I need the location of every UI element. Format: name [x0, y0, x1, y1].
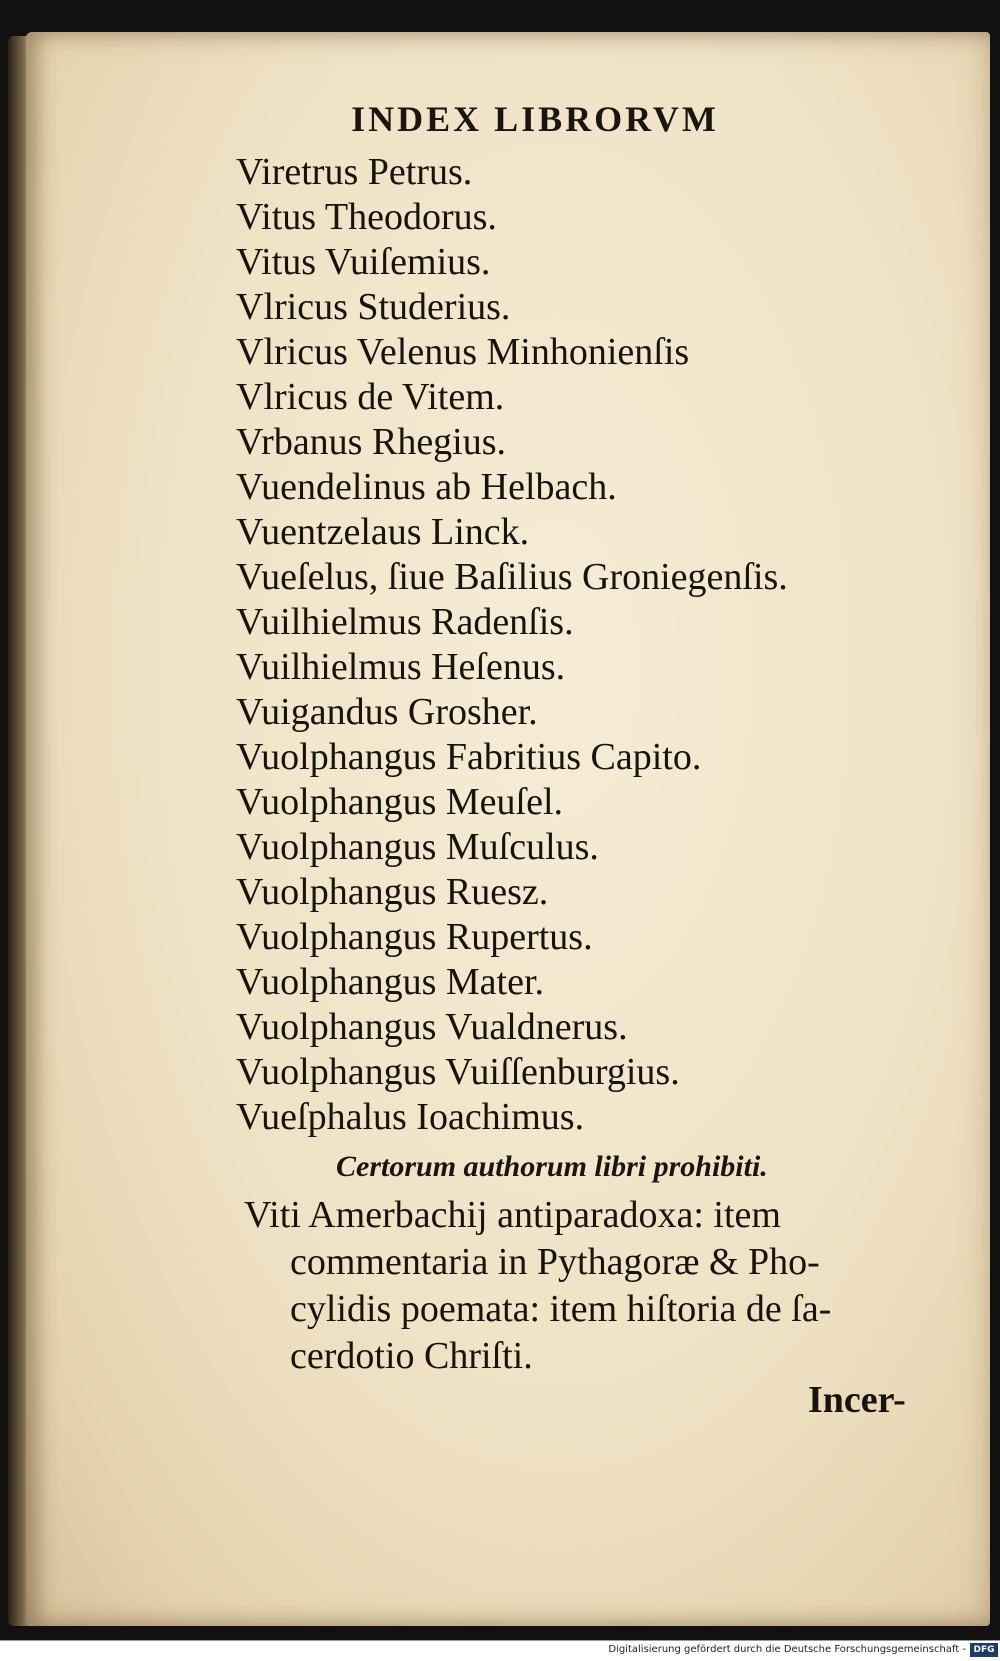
list-item: Vuentzelaus Linck.: [236, 511, 530, 553]
list-item: Vuolphangus Meuſel.: [236, 781, 564, 823]
footer-bar: [0, 1640, 1000, 1661]
book-entry: [244, 1192, 924, 1380]
list-item: Vueſelus, ſiue Baſilius Groniegenſis.: [236, 556, 788, 598]
list-item: Vitus Theodorus.: [236, 196, 497, 238]
list-item: Vuilhielmus Radenſis.: [236, 601, 574, 643]
author-name-list: [236, 150, 788, 1140]
footer-credit: Digitalisierung gefördert durch die Deutsche Forschungsgemeinschaft -: [608, 1644, 966, 1655]
list-item: Viretrus Petrus.: [236, 151, 473, 193]
list-item: Vuigandus Grosher.: [236, 691, 538, 733]
entry-line: cylidis poemata: item hiſtoria de ſa-: [290, 1288, 832, 1330]
section-subheading: Certorum authorum libri prohibiti.: [336, 1150, 768, 1183]
list-item: Vlricus Velenus Minhonienſis: [236, 331, 690, 373]
list-item: Vlricus Studerius.: [236, 286, 511, 328]
list-item: Vlricus de Vitem.: [236, 376, 505, 418]
catchword: Incer-: [808, 1379, 906, 1421]
list-item: Vuolphangus Muſculus.: [236, 826, 599, 868]
dfg-logo-icon: DFG: [970, 1643, 998, 1657]
entry-line: cerdotio Chriſti.: [290, 1335, 533, 1377]
list-item: Vuolphangus Mater.: [236, 961, 545, 1003]
list-item: Vuolphangus Vuiſſenburgius.: [236, 1051, 680, 1093]
entry-line: Viti Amerbachij antiparadoxa: item: [244, 1194, 781, 1236]
list-item: Vuolphangus Rupertus.: [236, 916, 593, 958]
running-header: INDEX LIBRORVM: [351, 99, 719, 139]
list-item: Vuolphangus Vualdnerus.: [236, 1006, 628, 1048]
list-item: Vuendelinus ab Helbach.: [236, 466, 617, 508]
entry-line: commentaria in Pythagoræ & Pho-: [290, 1241, 820, 1283]
list-item: Vitus Vuiſemius.: [236, 241, 491, 283]
list-item: Vrbanus Rhegius.: [236, 421, 507, 463]
list-item: Vuilhielmus Heſenus.: [236, 646, 566, 688]
list-item: Vueſphalus Ioachimus.: [236, 1096, 585, 1138]
list-item: Vuolphangus Fabritius Capito.: [236, 736, 702, 778]
list-item: Vuolphangus Ruesz.: [236, 871, 549, 913]
